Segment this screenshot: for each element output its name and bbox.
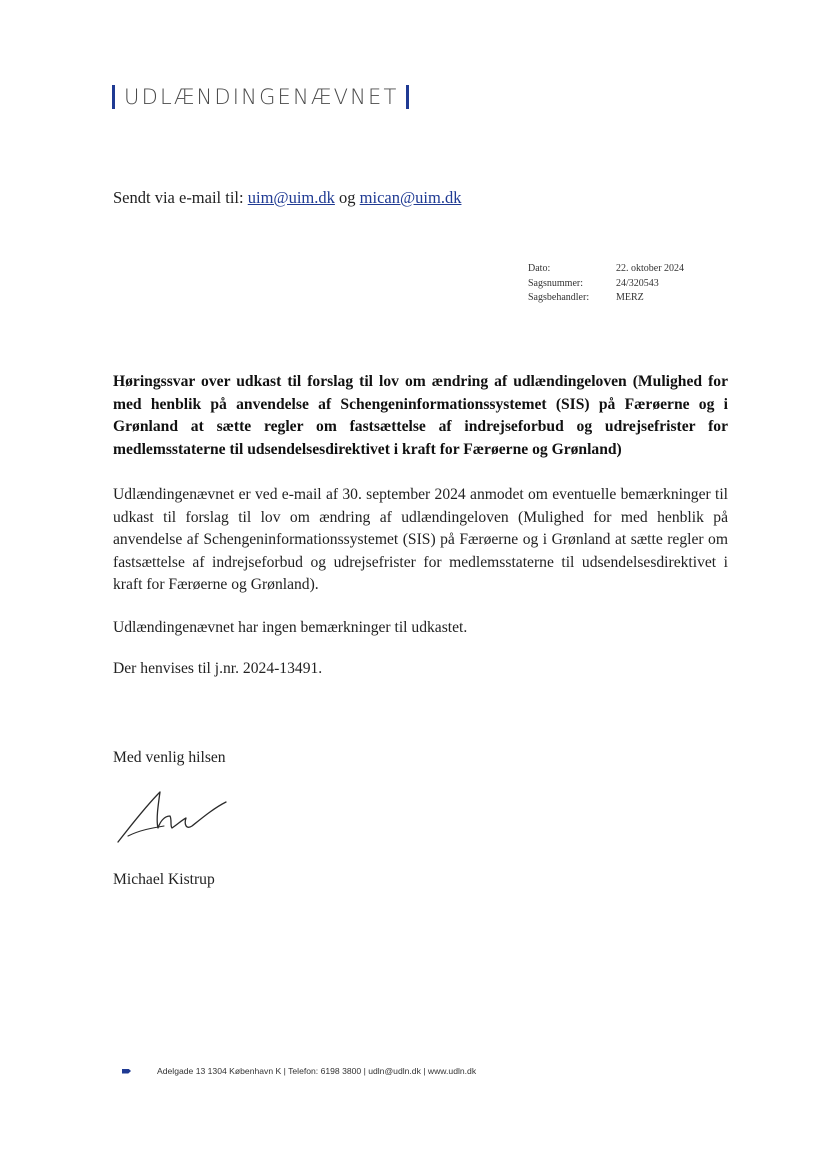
recipient-prefix: Sendt via e-mail til: (113, 188, 244, 207)
logo-bar-right (406, 85, 409, 109)
org-name: UDLÆNDINGENÆVNET (124, 85, 399, 109)
closing-greeting: Med venlig hilsen (113, 749, 226, 766)
case-meta-block (528, 262, 684, 306)
recipient-line (113, 188, 461, 208)
date-label: Dato: (528, 263, 551, 274)
case-number-value: 24/320543 (616, 277, 659, 289)
case-number-label: Sagsnummer: (528, 277, 583, 289)
body-paragraph-2: Udlændingenævnet har ingen bemærkninger til udkastet. (113, 619, 468, 636)
meta-row-handler (528, 291, 684, 306)
footer-contact: Adelgade 13 1304 København K | Telefon: 6198 3800 | udln@udln.dk | www.udln.dk (157, 1066, 477, 1076)
body-paragraph-3: Der henvises til j.nr. 2024-13491. (113, 660, 323, 677)
subject-heading: Høringssvar over udkast til forslag til lov om ændring af udlændingeloven (Mulighed for med henblik på anvendelse af Schengeninformationssystemet (SIS) på Færøerne og i Grønland at sætte regler om fastsættelse af indrejseforbud og udrejsefrister for medlemsstaterne til udsendelsesdirektivet i kraft for Færøerne og Grønland) (113, 373, 728, 458)
logo-bar-left (112, 85, 115, 109)
email-link-uim[interactable]: uim@uim.dk (247, 188, 335, 207)
date-value: 22. oktober 2024 (616, 263, 685, 274)
meta-row-case (528, 277, 684, 292)
signer-name: Michael Kistrup (113, 871, 215, 888)
email-link-mican[interactable]: mican@uim.dk (359, 188, 462, 207)
body-paragraph-1: Udlændingenævnet er ved e-mail af 30. september 2024 anmodet om eventuelle bemærkninger til udkast til forslag til lov om ændring af udlændingeloven (Mulighed for med henblik på anvendelse af Schengeninformationssystemet (SIS) på Færøerne og i Grønland at sætte regler om fastsættelse af indrejseforbud og udrejsefrister for medlemsstaterne til udsendelsesdirektivet i kraft for Færøerne og Grønland). (113, 486, 728, 593)
arrow-icon (122, 1069, 131, 1074)
case-handler-value: MERZ (616, 292, 644, 303)
footer (122, 1066, 476, 1076)
handwritten-signature (114, 786, 234, 848)
case-handler-label: Sagsbehandler: (528, 292, 590, 303)
recipient-conjunction: og (339, 188, 356, 207)
letterhead-logo (112, 84, 409, 110)
meta-row-date (528, 262, 684, 277)
